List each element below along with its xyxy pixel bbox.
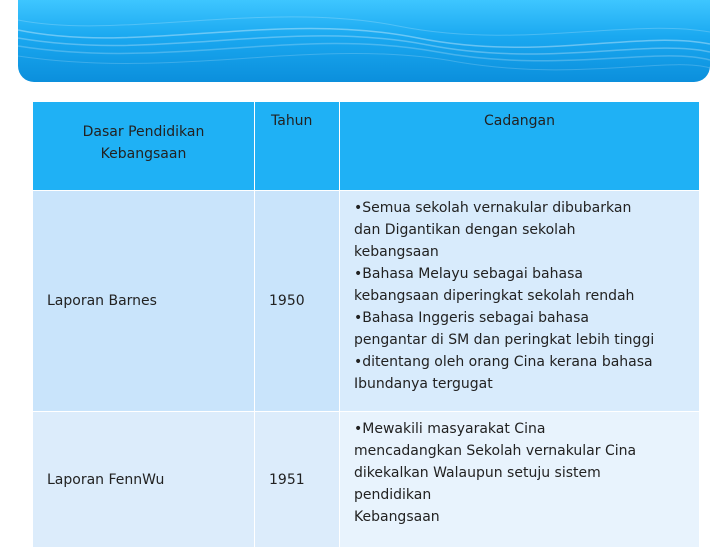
table-row [33, 412, 700, 548]
table-header-row [33, 102, 700, 191]
proposal-line: •ditentang oleh orang Cina kerana bahasa [354, 354, 653, 370]
header-proposal: Cadangan [340, 102, 700, 191]
proposal-line: dikekalkan Walaupun setuju sistem [354, 465, 601, 481]
proposal-line: •Bahasa Inggeris sebagai bahasa [354, 310, 589, 326]
policy-name: Laporan FennWu [33, 412, 255, 548]
proposal-line: pengantar di SM dan peringkat lebih tinggi [354, 332, 655, 348]
proposal-line: Ibundanya tergugat [354, 376, 493, 392]
policy-name: Laporan Barnes [33, 191, 255, 412]
banner-wave-decoration [18, 0, 710, 82]
proposal-line: mencadangkan Sekolah vernakular Cina [354, 443, 637, 459]
proposal-line: pendidikan [354, 487, 432, 503]
proposal-line: •Semua sekolah vernakular dibubarkan [354, 200, 632, 216]
table-row [33, 191, 700, 412]
policy-year: 1951 [255, 412, 340, 548]
proposal-line: dan Digantikan dengan sekolah [354, 222, 576, 238]
header-year: Tahun [255, 102, 340, 191]
header-policy: Dasar Pendidikan Kebangsaan [33, 102, 255, 191]
policy-proposal [340, 191, 700, 412]
policy-year: 1950 [255, 191, 340, 412]
proposal-line: kebangsaan [354, 244, 439, 260]
proposal-line: kebangsaan diperingkat sekolah rendah [354, 288, 635, 304]
proposal-line: •Mewakili masyarakat Cina [354, 421, 546, 437]
proposal-line: Kebangsaan [354, 509, 440, 525]
proposal-line: •Bahasa Melayu sebagai bahasa [354, 266, 583, 282]
policy-proposal [340, 412, 700, 548]
education-policy-table [32, 101, 700, 548]
title-banner [18, 0, 710, 82]
